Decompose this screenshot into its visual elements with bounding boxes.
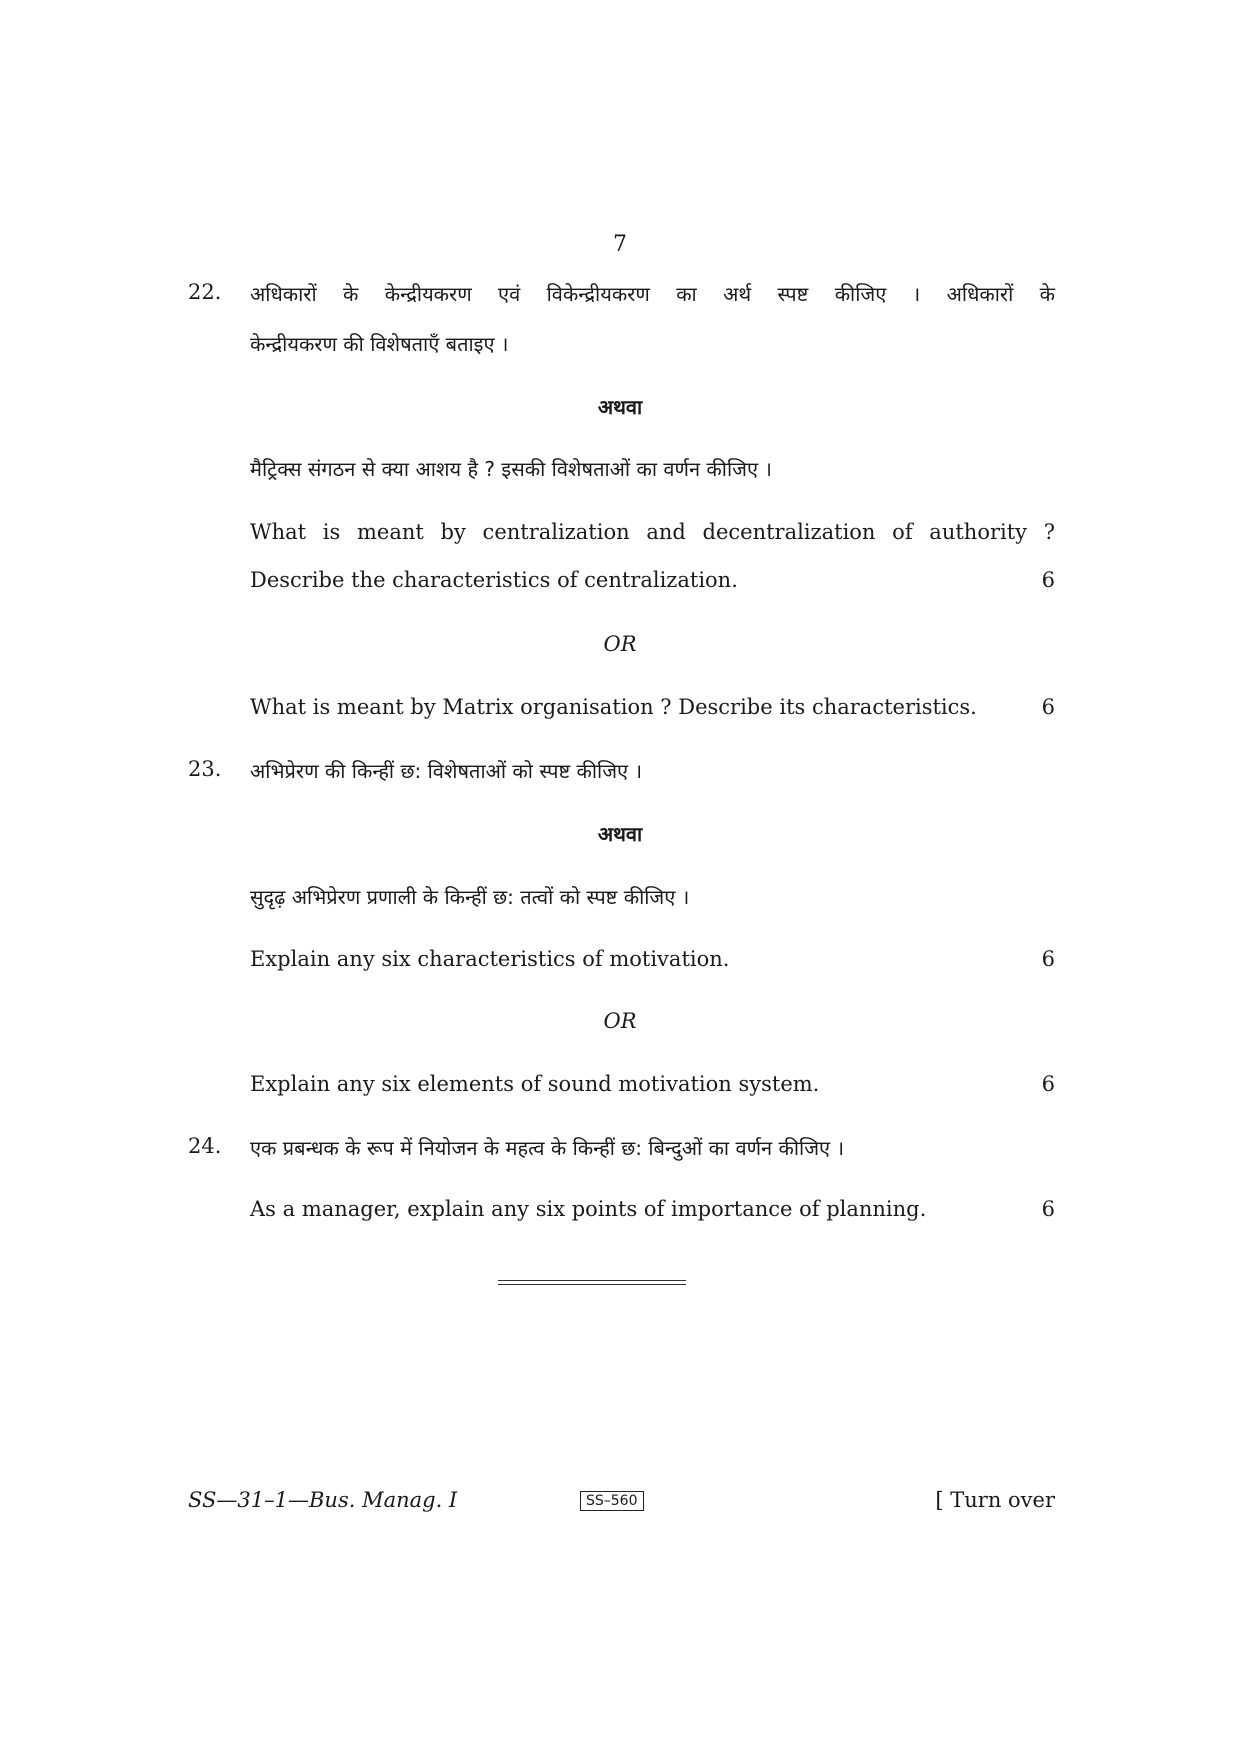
footer-turn-over: [ Turn over [935,1488,1055,1512]
q23-alt-english: Explain any six elements of sound motivation system. [250,1072,820,1096]
q23-alt-marks: 6 [1041,1072,1055,1096]
question-number-22: 22. [188,280,222,304]
q22-alt-hindi: मैट्रिक्स संगठन से क्या आशय है ? इसकी विशेषताओं का वर्णन कीजिए । [250,457,772,481]
q22-english-line-2: Describe the characteristics of centralization. [250,568,738,592]
q24-hindi-line-1: एक प्रबन्धक के रूप में नियोजन के महत्व के किन्हीं छ: बिन्दुओं का वर्णन कीजिए । [250,1136,845,1160]
q23-hindi-line-1: अभिप्रेरण की किन्हीं छ: विशेषताओं को स्पष्ट कीजिए । [250,759,643,783]
q22-hindi-line-2: केन्द्रीयकरण की विशेषताएँ बताइए । [250,332,509,356]
q22-english-line-1: What is meant by centralization and decentralization of authority ? [250,520,1055,544]
q22-marks: 6 [1041,568,1055,592]
q23-or-hindi: अथवा [597,822,643,846]
question-number-24: 24. [188,1134,222,1158]
q22-or-hindi: अथवा [597,395,643,419]
q23-marks: 6 [1041,947,1055,971]
q22-hindi-line-1: अधिकारों के केन्द्रीयकरण एवं विकेन्द्रीयकरण का अर्थ स्पष्ट कीजिए । अधिकारों के [250,282,1055,306]
footer-paper-code: SS—31–1—Bus. Manag. I [188,1488,458,1512]
q23-or-english: OR [603,1009,637,1033]
q22-alt-marks: 6 [1041,695,1055,719]
q22-or-english: OR [603,632,637,656]
page-number: 7 [613,232,627,257]
q23-alt-hindi: सुदृढ़ अभिप्रेरण प्रणाली के किन्हीं छ: तत्वों को स्पष्ट कीजिए । [250,885,690,909]
footer-code-box: SS–560 [580,1491,644,1511]
end-rule-top [498,1280,686,1281]
q23-english-line-1: Explain any six characteristics of motivation. [250,947,730,971]
question-number-23: 23. [188,757,222,781]
q22-alt-english: What is meant by Matrix organisation ? Describe its characteristics. [250,695,977,719]
end-rule-bottom [498,1284,686,1285]
q24-english-line-1: As a manager, explain any six points of importance of planning. [250,1197,927,1221]
q24-marks: 6 [1041,1197,1055,1221]
